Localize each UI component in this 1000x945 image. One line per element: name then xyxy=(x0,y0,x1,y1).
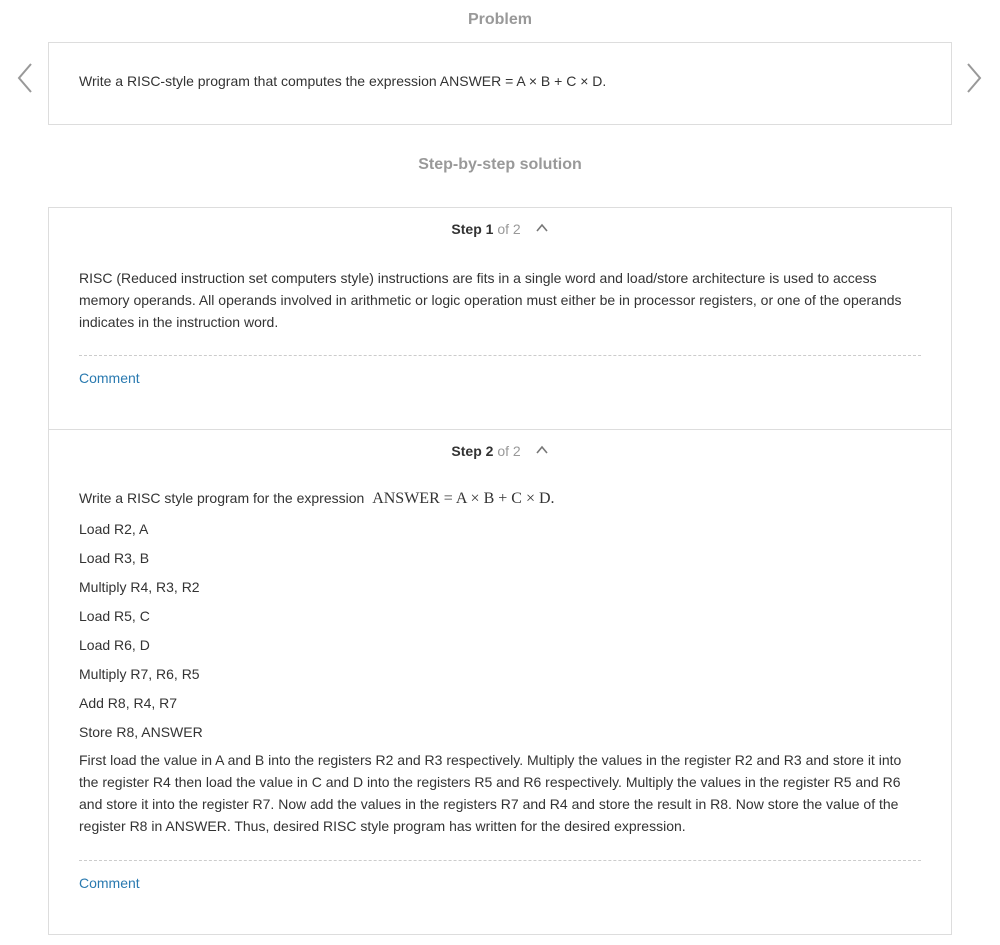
step-2-divider xyxy=(79,860,921,861)
code-line: Load R3, B xyxy=(79,550,150,566)
code-line: Multiply R4, R3, R2 xyxy=(79,579,200,595)
step-2-intro: Write a RISC style program for the expression xyxy=(79,490,365,506)
solution-heading: Step-by-step solution xyxy=(418,156,582,173)
step-1-label: Step 1 xyxy=(451,221,494,237)
step-1-comment-link[interactable]: Comment xyxy=(79,370,140,386)
chevron-left-icon xyxy=(15,62,35,94)
step-2-comment-link[interactable]: Comment xyxy=(79,875,140,891)
step-2-count: of 2 xyxy=(497,443,521,459)
step-1-divider xyxy=(79,355,921,356)
chevron-right-icon xyxy=(964,62,984,94)
chevron-up-icon[interactable] xyxy=(535,219,549,235)
step-2-explanation: First load the value in A and B into the registers R2 and R3 respectively. Multiply the values in the register R2 and R3 and store it into the register R4 then load the value in C and D into the registers R5 and R6 respectively. Multiply the values in the register R5 and R6 and store it into the register R7. Now add the values in the registers R7 and R4 and store the result in R8. Now store the value of the register R8 in ANSWER. Thus, desired RISC style program has written for the desired expression. xyxy=(79,752,902,834)
step-2-header xyxy=(49,443,951,459)
step-2-label: Step 2 xyxy=(451,443,494,459)
step-1-section xyxy=(49,208,951,430)
step-1-count: of 2 xyxy=(497,221,521,237)
code-line: Load R5, C xyxy=(79,608,150,624)
step-2-body xyxy=(79,487,921,837)
code-line: Load R6, D xyxy=(79,637,150,653)
chevron-up-icon[interactable] xyxy=(535,441,549,457)
step-2-intro-line xyxy=(79,487,921,510)
code-line: Add R8, R4, R7 xyxy=(79,695,178,711)
code-line: Multiply R7, R6, R5 xyxy=(79,666,200,682)
problem-statement: Write a RISC-style program that computes the expression ANSWER = A × B + C × D. xyxy=(79,73,607,89)
problem-heading: Problem xyxy=(467,11,532,28)
previous-arrow-button[interactable] xyxy=(15,62,35,94)
step-1-header xyxy=(49,221,951,237)
code-line: Store R8, ANSWER xyxy=(79,724,203,740)
problem-card xyxy=(48,42,952,125)
step-1-text: RISC (Reduced instruction set computers style) instructions are fits in a single word and load/store architecture is used to access memory operands. All operands involved in arithmetic or logic operation must either be in processor registers, or one of the operands indicates in the instruction word. xyxy=(79,270,902,330)
next-arrow-button[interactable] xyxy=(964,62,984,94)
step-2-section xyxy=(49,430,951,934)
code-line: Load R2, A xyxy=(79,521,149,537)
expression: ANSWER = A × B + C × D. xyxy=(372,490,555,507)
solution-card xyxy=(48,207,952,935)
